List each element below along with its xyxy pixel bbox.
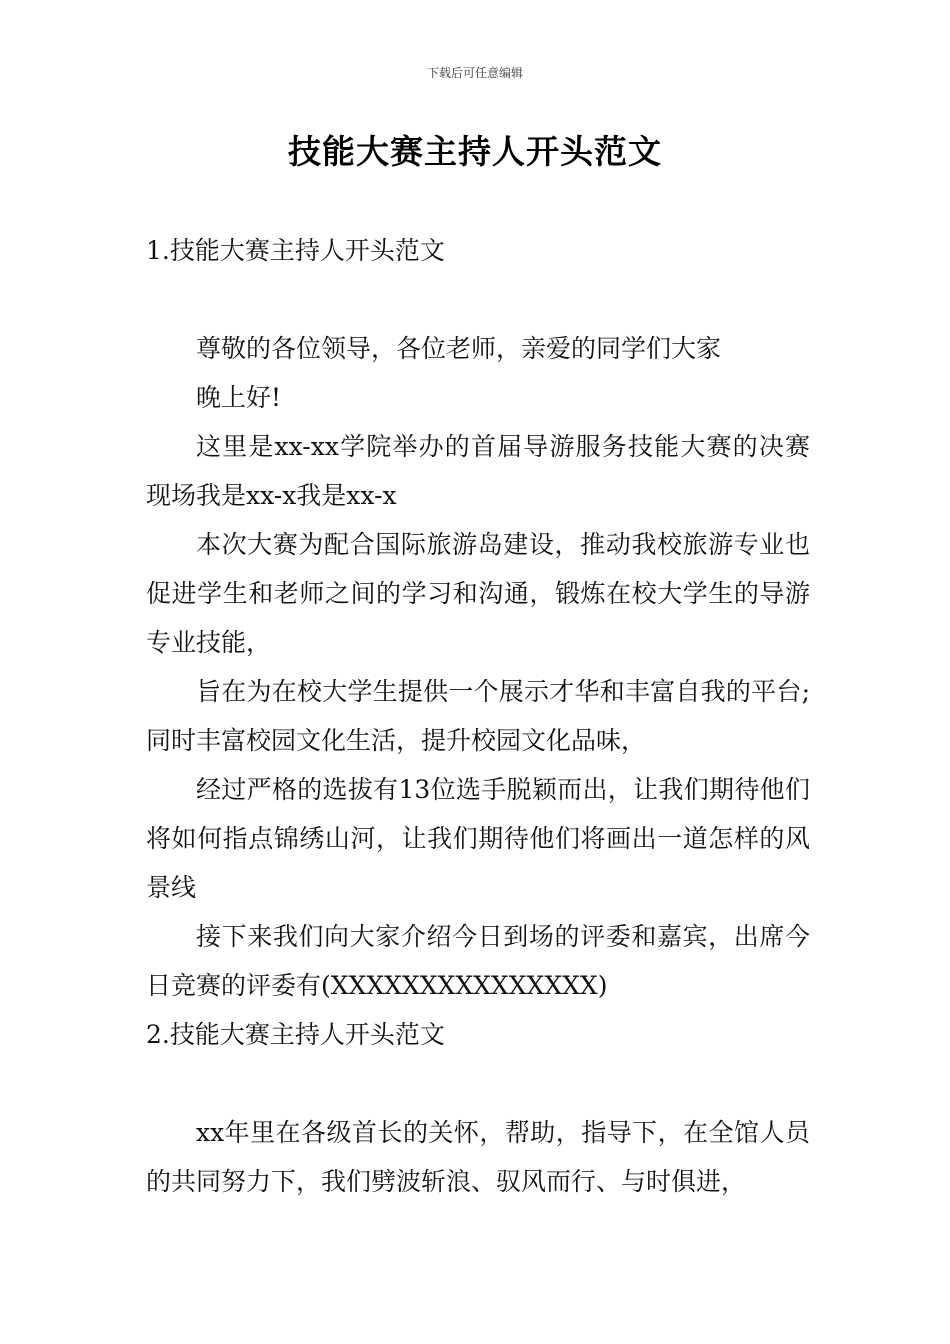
paragraph: 尊敬的各位领导，各位老师，亲爱的同学们大家: [196, 334, 722, 363]
section-heading-1: 1.技能大赛主持人开头范文: [146, 236, 445, 265]
paragraph: 接下来我们向大家介绍今日到场的评委和嘉宾，出席今日竞赛的评委有(XXXXXXXXXXXXXXX): [146, 922, 810, 1000]
paragraph: 本次大赛为配合国际旅游岛建设，推动我校旅游专业也促进学生和老师之间的学习和沟通，锻炼在校大学生的导游专业技能，: [146, 530, 810, 657]
section-heading-2: 2.技能大赛主持人开头范文: [146, 1020, 445, 1049]
document-title: 技能大赛主持人开头范文: [288, 132, 662, 171]
header-note: 下载后可任意编辑: [426, 66, 523, 80]
paragraph: 旨在为在校大学生提供一个展示才华和丰富自我的平台;同时丰富校园文化生活，提升校园文化品味，: [146, 677, 810, 755]
paragraph: 经过严格的选拔有13位选手脱颖而出，让我们期待他们将如何指点锦绣山河，让我们期待他们将画出一道怎样的风景线: [146, 775, 810, 902]
paragraph: 这里是xx-xx学院举办的首届导游服务技能大赛的决赛现场我是xx-x我是xx-x: [146, 432, 810, 510]
paragraph: xx年里在各级首长的关怀，帮助，指导下，在全馆人员的共同努力下，我们劈波斩浪、驭风而行、与时俱进，: [146, 1118, 810, 1196]
paragraph: 晚上好!: [196, 383, 282, 412]
document-body: [146, 226, 810, 1206]
